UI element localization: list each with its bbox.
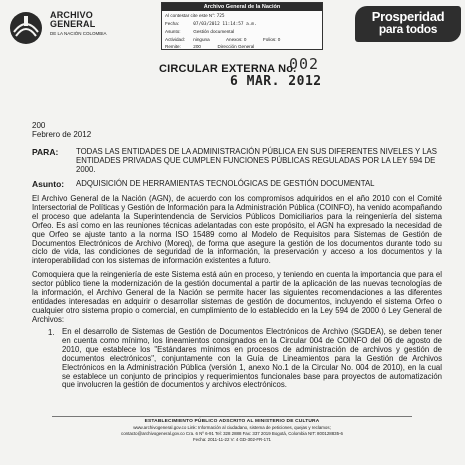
stamp-value: 0 [243,36,247,42]
issue-date: Febrero de 2012 [32,130,92,139]
brand-line-2: para todos [378,22,438,36]
logo-line-2: GENERAL [50,19,96,29]
stamp-row [165,28,319,35]
footer-line-3: contacto@archivogeneral.gov.co Cra. 6 Nº 6-91 Tel: 328 2888 Fax: 337 2019 Bogotá, Colombia NIT: 800128835-6 [121,431,343,436]
footer-divider [52,416,412,417]
stamp-row [165,43,319,50]
stamp-row [165,36,319,43]
list-item-number: 1. [48,328,55,337]
stamp-label: Asunto: [165,29,181,35]
stamp-row [165,20,319,28]
agn-logo [6,6,126,52]
stamp-label: Remite: [165,43,181,49]
stamp-label: Actividad: [165,36,185,42]
body-paragraph-1: El Archivo General de la Nación (AGN), de acuerdo con los compromisos adquiridos en el año 2010 con el Comité Intersectorial de Políticas y Gestión de Información para la Administración Pública (COINFO), ha venido acompañando el proceso que adelanta la Superintendencia de Servicios Públicos Domiciliarios para la reingeniería del sistema Orfeo. Es así como en las reuniones técnicas adelantadas con este propósito, el AGN ha expresado la necesidad de que Orfeo se ajuste tanto a la norma ISO 15489 como al Modelo de Requisitos para Sistemas de Gestión de Documentos Electrónicos de Archivo (Moreq), de forma que asegure la gestión de los documentos durante todo su ciclo de vida, las condiciones de seguridad de la información, la preservación y acceso a los documentos y la interoperabilidad con los sistemas de información existentes a futuro. [32,194,442,266]
stamp-value: 725 [216,14,225,19]
body-paragraph-2: Comoquiera que la reingeniería de este Sistema está aún en proceso, y teniendo en cuenta la importancia que para el sector público tiene la modernización de la gestión documental a partir de la aplicación de las nuevas tecnologías de la información, el Archivo General de la Nación se permite hacer las siguientes recomendaciones a las diferentes entidades interesadas en adquirir o desarrollar sistemas de gestión de documentos, incluyendo el sistema Orfeo o cualquier otro sistema propio o comercial, en cumplimiento de lo establecido en la Ley 594 de 2000 ó Ley General de Archivos: [32,270,442,324]
stamp-label: Anexos: [225,36,243,42]
logo-line-1: ARCHIVO [50,10,93,20]
stamp-title: Archivo General de la Nación [162,3,322,11]
prosperidad-logo [355,6,461,42]
brand-line-1: Prosperidad [371,9,445,24]
filing-stamp [161,2,323,50]
stamp-value: Dirección General [217,43,255,49]
circular-date: 6 MAR. 2012 [230,74,322,89]
stamp-label: Fecha: [165,21,180,27]
footer-line-2: www.archivogeneral.gov.co Link: Información al ciudadano, sistema de peticiones, quejas y reclamos; [133,425,331,430]
stamp-value: 0 [277,36,281,42]
stamp-row [165,12,319,20]
stamp-value: 200 [193,43,201,49]
circular-number: 002 [289,55,320,73]
stamp-label: Al contestar cite este N°: [165,13,216,18]
stamp-value: ninguna [193,36,210,42]
footer-line-4: Fecha: 2011-11-22 V: 4 GD-302-FR-171 [192,437,271,442]
agn-emblem-icon [8,10,44,46]
office-code: 200 [32,121,46,130]
stamp-value: 07/03/2012 11:14:57 a.m. [193,22,257,28]
logo-line-3: DE LA NACIÓN COLOMBIA [50,31,107,36]
footer [0,414,465,465]
para-text: TODAS LAS ENTIDADES DE LA ADMINISTRACIÓN PÚBLICA EN SUS DIFERENTES NIVELES Y LAS ENTIDADES PRIVADAS QUE CUMPLEN FUNCIONES PÚBLICAS REGULADAS POR LA LEY 594 DE 2000. [76,147,437,174]
para-label: PARA: [32,147,59,157]
list-item-text: En el desarrollo de Sistemas de Gestión de Documentos Electrónicos de Archivo (SGDEA), se deben tener en cuenta como mínimo, los lineamientos consignados en la Circular 004 de COINFO del 06 de agosto de 2010, que establece los "Estándares mínimos en procesos de administración de archivos y gestión de documentos electrónicos", conjuntamente con la Guía de Lineamientos para la Gestión de Archivos Electrónicos en la Administración Pública (versión 1, anexo No.1 de la Circular No. 004 de 2010), en la cual se establece un conjunto de principios y requerimientos funcionales base para proyectos de automatización que involucren la gestión de documentos y archivos electrónicos. [62,327,442,390]
subject-text: ADQUISICIÓN DE HERRAMIENTAS TECNOLÓGICAS DE GESTIÓN DOCUMENTAL [76,179,375,188]
footer-line-1: ESTABLECIMIENTO PÚBLICO ADSCRITO AL MINISTERIO DE CULTURA [144,419,320,424]
stamp-label: Folios: [262,36,277,42]
subject-label: Asunto: [32,179,65,189]
circular-label: CIRCULAR EXTERNA No. [159,63,297,75]
stamp-value: Gestión documental [193,29,235,35]
